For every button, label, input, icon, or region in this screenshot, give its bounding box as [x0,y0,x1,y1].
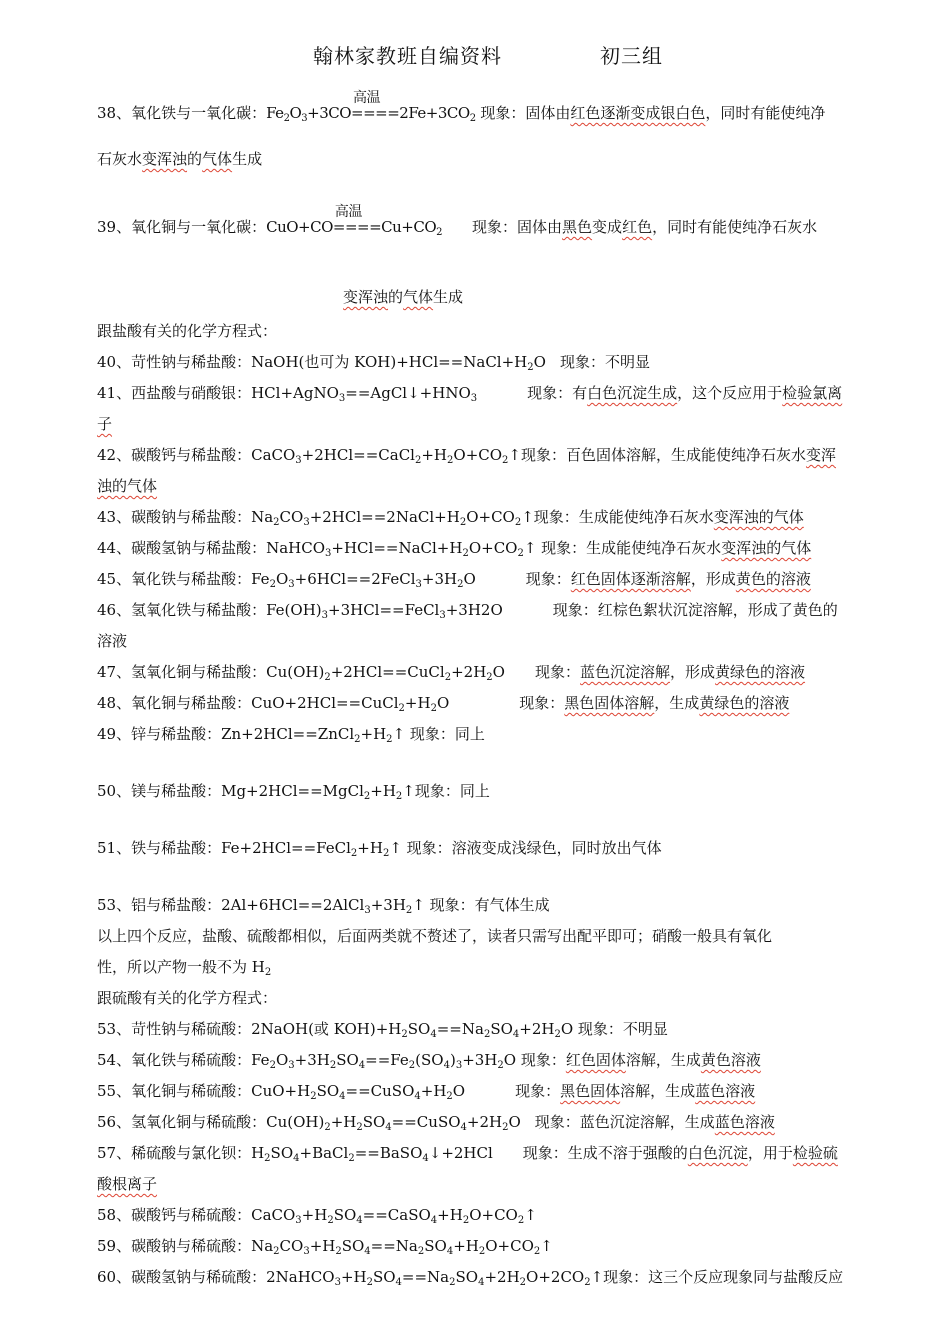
line-41b: 子 [97,415,113,433]
line-57b: 酸根离子 [97,1175,158,1193]
section-title-h2so4: 跟硫酸有关的化学方程式： [97,989,278,1007]
line-41a: 41、西盐酸与硝酸银：$HCl+AgNO_3==AgCl↓+HNO_3$ 现象：有白色沉淀生成，这个反应用于检验氯离 [97,384,843,404]
reaction-condition: 高温 ==== [332,204,382,236]
line-53b: 53、苛性钠与稀硫酸：2NaOH(或 $KOH)+H_2SO_4==Na_2SO_4+2H_2O$ 现象：不明显 [97,1020,668,1040]
line-46b: 溶液 [97,632,128,650]
note-line-a: 以上四个反应，盐酸、硫酸都相似，后面两类就不赘述了，读者只需写出配平即可；硝酸一般具有氧化 [97,927,773,945]
line-49: 49、锌与稀盐酸：$Zn+2HCl==ZnCl_2+H_2↑$ 现象：同上 [97,725,485,745]
document-body [97,90,865,1293]
line-42a: 42、碳酸钙与稀盐酸：$CaCO_3+2HCl==CaCl_2+H_2O+CO_2↑$现象：百色固体溶解，生成能使纯净石灰水变浑 [97,446,836,466]
line-42b: 浊的气体 [97,477,158,495]
line-47: 47、氢氧化铜与稀盐酸：$Cu(OH)_2+2HCl==CuCl_2+2H_2O$ 现象：蓝色沉淀溶解，形成黄绿色的溶液 [97,663,806,683]
line-45: 45、氧化铁与稀盐酸：$Fe_2O_3+6HCl==2FeCl_3+3H_2O$ 现象：红色固体逐渐溶解，形成黄色的溶液 [97,570,811,590]
header-group: 初三组 [600,44,663,68]
item-38 [97,90,865,212]
page-header [0,40,950,68]
line-58: 58、碳酸钙与稀硫酸：$CaCO_3+H_2SO_4==CaSO_4+H_2O+CO_2↑$ [97,1206,537,1226]
header-title: 翰林家教班自编资料 [313,44,502,68]
line-51: 51、铁与稀盐酸：$Fe+2HCl==FeCl_2+H_2↑$ 现象：溶液变成浅绿色，同时放出气体 [97,839,662,859]
line-59: 59、碳酸钠与稀硫酸：$Na_2CO_3+H_2SO_4==Na_2SO_4+H_2O+CO_2↑$ [97,1237,553,1257]
section-title-hcl: 跟盐酸有关的化学方程式： [97,322,278,340]
line-39a: 39、氧化铜与一氧化碳：CuO+CO 高温 $====Cu+CO_2$ 现象：固体由黑色变成红色，同时有能使纯净石灰水 [97,204,818,238]
line-60: 60、碳酸氢钠与稀硫酸：$2NaHCO_3+H_2SO_4==Na_2SO_4+2H_2O+2CO_2↑$现象：这三个反应现象同与盐酸反应 [97,1268,844,1288]
line-57a: 57、稀硫酸与氯化钡：$H_2SO_4+BaCl_2==BaSO_4↓+2HCl$ 现象：生成不溶于强酸的白色沉淀，用于检验硫 [97,1144,838,1164]
line-48: 48、氧化铜与稀盐酸：$CuO+2HCl==CuCl_2+H_2O$ 现象：黑色固体溶解，生成黄绿色的溶液 [97,694,790,714]
line-46a: 46、氢氧化铁与稀盐酸：$Fe(OH)_3+3HCl==FeCl_3+3H2O$ 现象：红棕色絮状沉淀溶解，形成了黄色的 [97,601,838,621]
line-55: 55、氧化铜与稀硫酸：$CuO+H_2SO_4==CuSO_4+H_2O$ 现象：黑色固体溶解，生成蓝色溶液 [97,1082,756,1102]
line-38b: 石灰水变浑浊的气体生成 [97,150,263,168]
line-54: 54、氧化铁与稀硫酸：$Fe_2O_3+3H_2SO_4==Fe_2(SO_4)_3+3H_2O$ 现象：红色固体溶解，生成黄色溶液 [97,1051,761,1071]
line-38a: 38、氧化铁与一氧化碳：$Fe_2O_3+3CO$ 高温 $====2Fe+3CO_2$ 现象：固体由红色逐渐变成银白色，同时有能使纯净 [97,90,826,124]
line-44: 44、碳酸氢钠与稀盐酸：$NaHCO_3+HCl==NaCl+H_2O+CO_2↑$ 现象：生成能使纯净石灰水变浑浊的气体 [97,539,812,559]
line-43: 43、碳酸钠与稀盐酸：$Na_2CO_3+2HCl==2NaCl+H_2O+CO_2↑$现象：生成能使纯净石灰水变浑浊的气体 [97,508,804,528]
line-50: 50、镁与稀盐酸：$Mg+2HCl==MgCl_2+H_2↑$现象：同上 [97,782,490,802]
item-39 [97,204,865,276]
reaction-condition: 高温 ==== [351,90,400,122]
line-56: 56、氢氧化铜与稀硫酸：$Cu(OH)_2+H_2SO_4==CuSO_4+2H_2O$ 现象：蓝色沉淀溶解，生成蓝色溶液 [97,1113,775,1133]
line-53a: 53、铝与稀盐酸：$2Al+6HCl==2AlCl_3+3H_2↑$ 现象：有气体生成 [97,896,550,916]
note-line-b: 性，所以产物一般不为 $H_2$ [97,958,272,978]
line-40: 40、苛性钠与稀盐酸：NaOH(也可为 $KOH)+HCl==NaCl+H_2O$ 现象：不明显 [97,353,650,373]
line-39b: 变浑浊的气体生成 [343,288,464,306]
